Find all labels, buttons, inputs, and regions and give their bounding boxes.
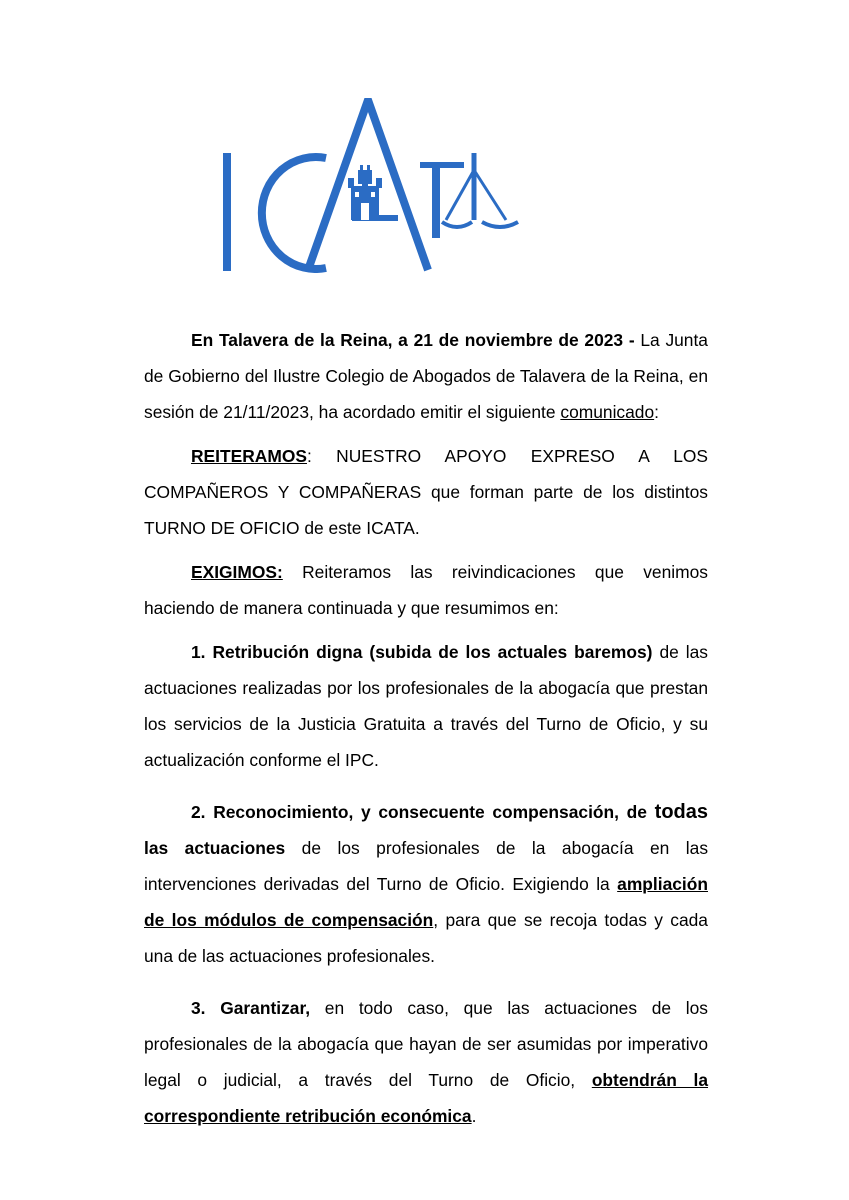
icata-logo: [220, 98, 520, 273]
document-body: [144, 322, 708, 1134]
demand-1-paragraph: 1. Retribución digna (subida de los actuales baremos) de las actuaciones realizadas por los profesionales de la abogacía que prestan los servicios de la Justicia Gratuita a través del Turno de Oficio, y su actualización conforme el IPC.: [144, 642, 708, 770]
demand-2-paragraph: 2. Reconocimiento, y consecuente compensación, de todas las actuaciones de los profesionales de la abogacía en las intervenciones derivadas del Turno de Oficio. Exigiendo la ampliación de los módulos de compensación, para que se recoja todas y cada una de las actuaciones profesionales.: [144, 801, 709, 966]
demand-3-paragraph: 3. Garantizar, en todo caso, que las actuaciones de los profesionales de la abogacía que hayan de ser asumidas por imperativo legal o judicial, a través del Turno de Oficio, obtendrán la correspondiente retribución económica.: [144, 998, 709, 1126]
castle-icon: [348, 165, 382, 220]
intro-paragraph: En Talavera de la Reina, a 21 de noviembre de 2023 - La Junta de Gobierno del Ilustre Colegio de Abogados de Talavera de la Reina, en sesión de 21/11/2023, ha acordado emitir el siguiente comunicado:: [144, 330, 708, 422]
exigimos-paragraph: EXIGIMOS: Reiteramos las reivindicaciones que venimos haciendo de manera continuada y que resumimos en:: [144, 562, 708, 618]
reiteramos-paragraph: REITERAMOS: NUESTRO APOYO EXPRESO A LOS COMPAÑEROS Y COMPAÑERAS que forman parte de los distintos TURNO DE OFICIO de este ICATA.: [144, 446, 708, 538]
